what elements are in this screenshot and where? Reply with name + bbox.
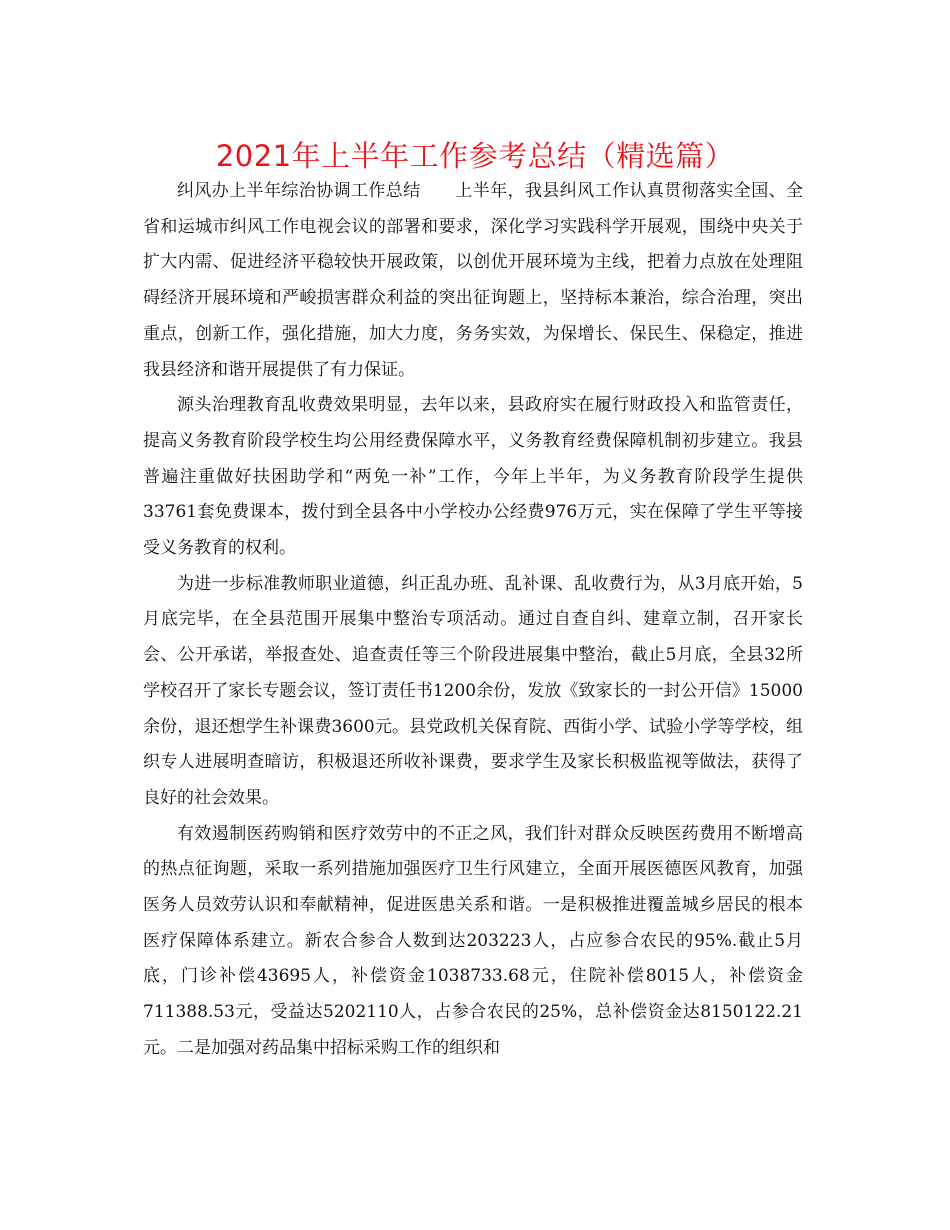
- document-body: [143, 174, 803, 1067]
- paragraph-3: 为进一步标准教师职业道德，纠正乱办班、乱补课、乱收费行为，从3月底开始，5月底完毕，在全县范围开展集中整治专项活动。通过自查自纠、建章立制，召开家长会、公开承诺，举报查处、追查责任等三个阶段进展集中整治，截止5月底，全县32所学校召开了家长专题会议，签订责任书1200余份，发放《致家长的一封公开信》15000余份，退还想学生补课费3600元。县党政机关保育院、西街小学、试验小学等学校，组织专人进展明查暗访，积极退还所收补课费，要求学生及家长积极监视等做法，获得了良好的社会效果。: [143, 573, 803, 808]
- paragraph-1: 纠风办上半年综治协调工作总结 上半年，我县纠风工作认真贯彻落实全国、全省和运城市纠风工作电视会议的部署和要求，深化学习实践科学开展观，围绕中央关于扩大内需、促进经济平稳较快开展政策，以创优开展环境为主线，把着力点放在处理阻碍经济开展环境和严峻损害群众利益的突出征询题上，坚持标本兼治，综合治理，突出重点，创新工作，强化措施，加大力度，务务实效，为保增长、保民生、保稳定，推进我县经济和谐开展提供了有力保证。: [143, 181, 803, 380]
- paragraph-2: 源头治理教育乱收费效果明显，去年以来，县政府实在履行财政投入和监管责任，提高义务教育阶段学校生均公用经费保障水平，义务教育经费保障机制初步建立。我县普遍注重做好扶困助学和“两免一补”工作，今年上半年，为义务教育阶段学生提供33761套免费课本，拨付到全县各中小学校办公经费976万元，实在保障了学生平等接受义务教育的权利。: [143, 395, 803, 559]
- paragraph-4: 有效遏制医药购销和医疗效劳中的不正之风，我们针对群众反映医药费用不断增高的热点征询题，采取一系列措施加强医疗卫生行风建立，全面开展医德医风教育，加强医务人员效劳认识和奉献精神，促进医患关系和谐。一是积极推进覆盖城乡居民的根本医疗保障体系建立。新农合参合人数到达203223人，占应参合农民的95%.截止5月底，门诊补偿43695人，补偿资金1038733.68元，住院补偿8015人，补偿资金711388.53元，受益达5202110人，占参合农民的25%，总补偿资金达8150122.21元。二是加强对药品集中招标采购工作的组织和: [143, 823, 803, 1058]
- page-title: 2021年上半年工作参考总结（精选篇）: [215, 139, 735, 173]
